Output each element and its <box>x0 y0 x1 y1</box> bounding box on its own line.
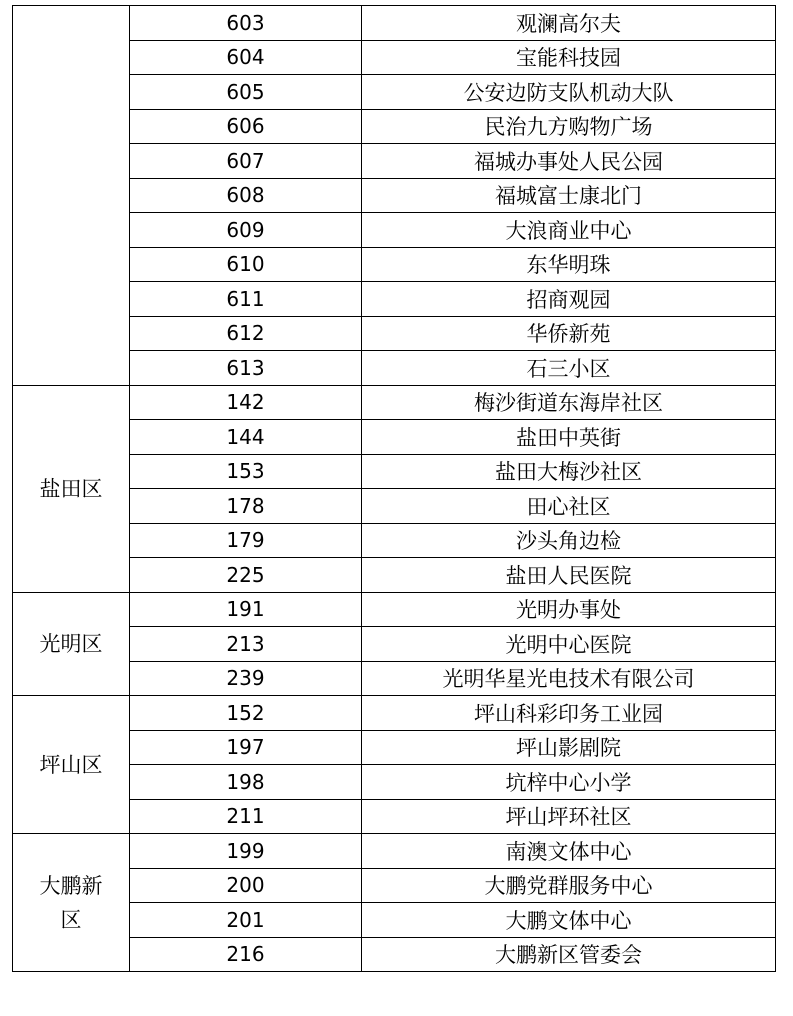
route-number-cell: 197 <box>130 730 362 765</box>
stop-name-cell: 福城富士康北门 <box>362 178 776 213</box>
route-number-cell: 152 <box>130 696 362 731</box>
route-number-cell: 191 <box>130 592 362 627</box>
table-body <box>13 6 776 972</box>
stop-name-cell: 观澜高尔夫 <box>362 6 776 41</box>
table-row <box>13 696 776 731</box>
district-cell: 大鹏新 区 <box>13 834 130 972</box>
stop-name-cell: 光明华星光电技术有限公司 <box>362 661 776 696</box>
route-number-cell: 199 <box>130 834 362 869</box>
stop-name-cell: 民治九方购物广场 <box>362 109 776 144</box>
stop-name-cell: 东华明珠 <box>362 247 776 282</box>
route-number-cell: 607 <box>130 144 362 179</box>
route-number-cell: 605 <box>130 75 362 110</box>
stop-name-cell: 坑梓中心小学 <box>362 765 776 800</box>
stop-name-cell: 光明中心医院 <box>362 627 776 662</box>
stop-name-cell: 南澳文体中心 <box>362 834 776 869</box>
route-number-cell: 606 <box>130 109 362 144</box>
route-number-cell: 200 <box>130 868 362 903</box>
table-row <box>13 6 776 41</box>
route-number-cell: 604 <box>130 40 362 75</box>
route-number-cell: 144 <box>130 420 362 455</box>
route-number-cell: 225 <box>130 558 362 593</box>
stop-name-cell: 盐田大梅沙社区 <box>362 454 776 489</box>
route-number-cell: 178 <box>130 489 362 524</box>
district-cell: 光明区 <box>13 592 130 696</box>
route-number-cell: 179 <box>130 523 362 558</box>
route-number-cell: 611 <box>130 282 362 317</box>
table-row <box>13 385 776 420</box>
stop-name-cell: 公安边防支队机动大队 <box>362 75 776 110</box>
stop-name-cell: 田心社区 <box>362 489 776 524</box>
route-number-cell: 216 <box>130 937 362 972</box>
route-number-cell: 613 <box>130 351 362 386</box>
stop-name-cell: 坪山科彩印务工业园 <box>362 696 776 731</box>
table-row <box>13 834 776 869</box>
stop-name-cell: 招商观园 <box>362 282 776 317</box>
route-number-cell: 239 <box>130 661 362 696</box>
route-number-cell: 142 <box>130 385 362 420</box>
route-number-cell: 201 <box>130 903 362 938</box>
route-number-cell: 603 <box>130 6 362 41</box>
route-number-cell: 612 <box>130 316 362 351</box>
table-row <box>13 592 776 627</box>
stop-name-cell: 坪山坪环社区 <box>362 799 776 834</box>
stop-name-cell: 光明办事处 <box>362 592 776 627</box>
stop-name-cell: 梅沙街道东海岸社区 <box>362 385 776 420</box>
district-cell <box>13 6 130 386</box>
stop-name-cell: 沙头角边检 <box>362 523 776 558</box>
route-number-cell: 608 <box>130 178 362 213</box>
stop-name-cell: 福城办事处人民公园 <box>362 144 776 179</box>
route-number-cell: 198 <box>130 765 362 800</box>
stop-name-cell: 盐田中英街 <box>362 420 776 455</box>
route-number-cell: 610 <box>130 247 362 282</box>
district-cell: 盐田区 <box>13 385 130 592</box>
district-cell: 坪山区 <box>13 696 130 834</box>
stop-name-cell: 盐田人民医院 <box>362 558 776 593</box>
stop-name-cell: 华侨新苑 <box>362 316 776 351</box>
stop-name-cell: 坪山影剧院 <box>362 730 776 765</box>
stop-name-cell: 大鹏新区管委会 <box>362 937 776 972</box>
route-number-cell: 609 <box>130 213 362 248</box>
stop-name-cell: 石三小区 <box>362 351 776 386</box>
route-number-cell: 213 <box>130 627 362 662</box>
stop-name-cell: 大浪商业中心 <box>362 213 776 248</box>
stop-name-cell: 宝能科技园 <box>362 40 776 75</box>
route-table <box>12 5 776 972</box>
route-number-cell: 211 <box>130 799 362 834</box>
route-number-cell: 153 <box>130 454 362 489</box>
stop-name-cell: 大鹏党群服务中心 <box>362 868 776 903</box>
stop-name-cell: 大鹏文体中心 <box>362 903 776 938</box>
